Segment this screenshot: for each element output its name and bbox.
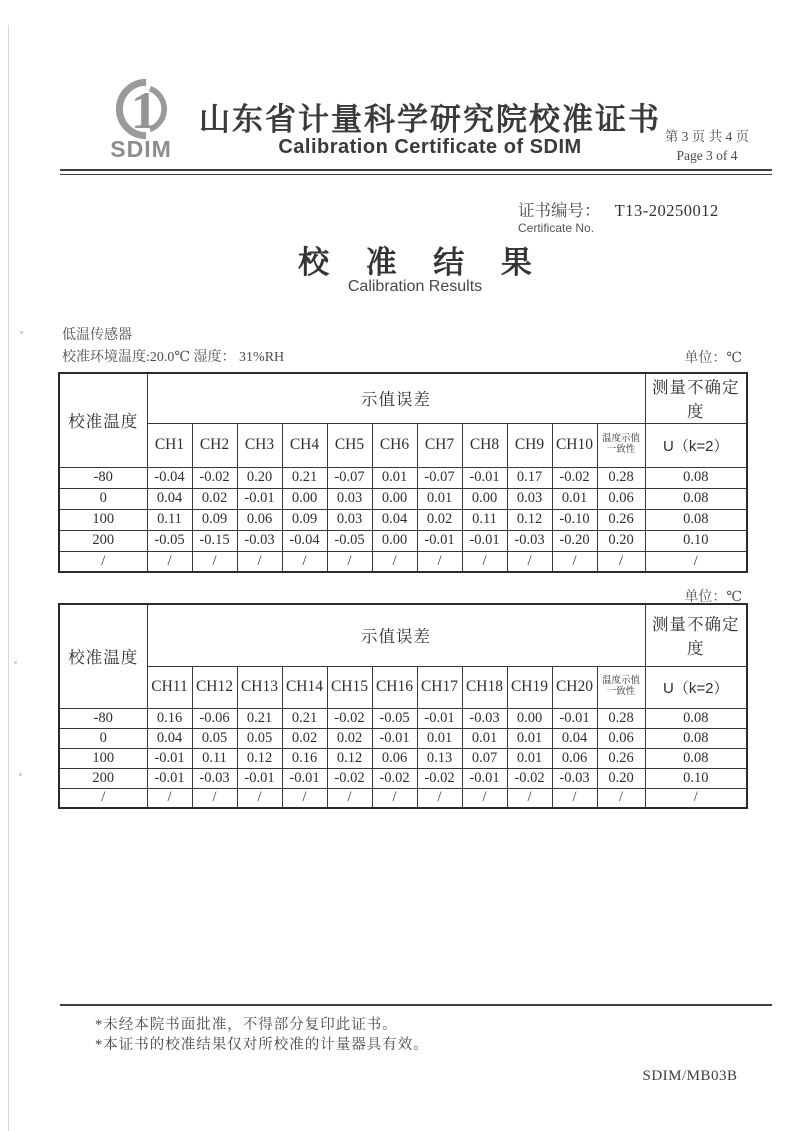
sdim-logo-text: SDIM bbox=[110, 136, 172, 162]
table-row bbox=[59, 788, 747, 808]
col-header-temperature-consistency: 温度示值一致性 bbox=[597, 423, 645, 467]
value-cell: / bbox=[237, 551, 282, 572]
value-cell: 0.28 bbox=[597, 708, 645, 728]
value-cell: 0.10 bbox=[645, 530, 747, 551]
value-cell: / bbox=[372, 551, 417, 572]
header-divider bbox=[60, 169, 772, 175]
value-cell: 0.02 bbox=[417, 509, 462, 530]
value-cell: / bbox=[327, 788, 372, 808]
col-header-channel: CH10 bbox=[552, 423, 597, 467]
table-row bbox=[59, 467, 747, 488]
value-cell: -0.01 bbox=[147, 768, 192, 788]
col-header-indication-error: 示值误差 bbox=[147, 604, 645, 666]
temperature-cell: 200 bbox=[59, 530, 147, 551]
environment-conditions: 校准环境温度:20.0℃ 湿度： 31%RH bbox=[62, 350, 285, 365]
value-cell: 0.00 bbox=[462, 488, 507, 509]
value-cell: / bbox=[417, 788, 462, 808]
temperature-cell: -80 bbox=[59, 467, 147, 488]
page-indicator-en: Page 3 of 4 bbox=[676, 148, 738, 163]
value-cell: -0.02 bbox=[327, 708, 372, 728]
certificate-title-zh: 山东省计量科学研究院校准证书 bbox=[199, 102, 661, 137]
value-cell: 0.16 bbox=[147, 708, 192, 728]
value-cell: 0.03 bbox=[327, 488, 372, 509]
value-cell: / bbox=[507, 551, 552, 572]
value-cell: -0.02 bbox=[372, 768, 417, 788]
value-cell: -0.20 bbox=[552, 530, 597, 551]
scan-speck bbox=[19, 773, 22, 776]
col-header-channel: CH9 bbox=[507, 423, 552, 467]
value-cell: 0.08 bbox=[645, 509, 747, 530]
value-cell: 0.06 bbox=[237, 509, 282, 530]
value-cell: -0.06 bbox=[192, 708, 237, 728]
temperature-cell: 200 bbox=[59, 768, 147, 788]
value-cell: 0.13 bbox=[417, 748, 462, 768]
col-header-u-k2: U（k=2） bbox=[645, 666, 747, 708]
value-cell: 0.01 bbox=[417, 488, 462, 509]
calibration-table-ch11-ch20 bbox=[58, 603, 748, 809]
footer-note-1: *未经本院书面批准，不得部分复印此证书。 bbox=[95, 1017, 398, 1033]
value-cell: 0.02 bbox=[192, 488, 237, 509]
col-header-channel: CH6 bbox=[372, 423, 417, 467]
value-cell: / bbox=[192, 551, 237, 572]
value-cell: 0.16 bbox=[282, 748, 327, 768]
table-row bbox=[59, 768, 747, 788]
value-cell: 0.21 bbox=[282, 467, 327, 488]
value-cell: / bbox=[462, 551, 507, 572]
value-cell: -0.03 bbox=[462, 708, 507, 728]
value-cell: 0.00 bbox=[507, 708, 552, 728]
table-row bbox=[59, 488, 747, 509]
value-cell: -0.01 bbox=[372, 728, 417, 748]
temperature-cell: 0 bbox=[59, 488, 147, 509]
col-header-channel: CH17 bbox=[417, 666, 462, 708]
scan-speck bbox=[14, 661, 17, 664]
value-cell: -0.01 bbox=[462, 530, 507, 551]
value-cell: 0.04 bbox=[552, 728, 597, 748]
value-cell: -0.01 bbox=[282, 768, 327, 788]
table-row bbox=[59, 551, 747, 572]
value-cell: -0.01 bbox=[147, 748, 192, 768]
col-header-channel: CH4 bbox=[282, 423, 327, 467]
page-indicator bbox=[632, 127, 782, 165]
table-header-row-1 bbox=[59, 373, 747, 423]
temperature-cell: -80 bbox=[59, 708, 147, 728]
col-header-channel: CH19 bbox=[507, 666, 552, 708]
col-header-channel: CH11 bbox=[147, 666, 192, 708]
col-header-channel: CH7 bbox=[417, 423, 462, 467]
value-cell: 0.02 bbox=[327, 728, 372, 748]
table-row bbox=[59, 509, 747, 530]
value-cell: -0.04 bbox=[282, 530, 327, 551]
value-cell: 0.01 bbox=[462, 728, 507, 748]
value-cell: 0.21 bbox=[237, 708, 282, 728]
section-title-zh: 校 准 结 果 bbox=[298, 245, 546, 280]
value-cell: -0.02 bbox=[507, 768, 552, 788]
value-cell: 0.09 bbox=[282, 509, 327, 530]
table-header-row-2 bbox=[59, 666, 747, 708]
value-cell: -0.05 bbox=[147, 530, 192, 551]
temperature-cell: / bbox=[59, 551, 147, 572]
value-cell: 0.06 bbox=[597, 488, 645, 509]
value-cell: / bbox=[645, 551, 747, 572]
value-cell: 0.11 bbox=[147, 509, 192, 530]
col-header-channel: CH18 bbox=[462, 666, 507, 708]
value-cell: -0.03 bbox=[507, 530, 552, 551]
col-header-channel: CH20 bbox=[552, 666, 597, 708]
value-cell: -0.05 bbox=[372, 708, 417, 728]
sdim-logo-icon bbox=[86, 76, 196, 142]
col-header-temperature-consistency: 温度示值一致性 bbox=[597, 666, 645, 708]
certificate-number-label-zh: 证书编号： bbox=[518, 201, 601, 220]
temperature-cell: / bbox=[59, 788, 147, 808]
table-row bbox=[59, 708, 747, 728]
value-cell: -0.01 bbox=[417, 708, 462, 728]
temperature-cell: 100 bbox=[59, 509, 147, 530]
value-cell: 0.05 bbox=[237, 728, 282, 748]
value-cell: -0.03 bbox=[237, 530, 282, 551]
value-cell: -0.15 bbox=[192, 530, 237, 551]
page-indicator-zh: 第 3 页 共 4 页 bbox=[664, 129, 750, 144]
value-cell: / bbox=[417, 551, 462, 572]
col-header-channel: CH5 bbox=[327, 423, 372, 467]
value-cell: -0.03 bbox=[192, 768, 237, 788]
value-cell: 0.02 bbox=[282, 728, 327, 748]
value-cell: / bbox=[147, 551, 192, 572]
value-cell: 0.04 bbox=[147, 728, 192, 748]
value-cell: 0.06 bbox=[552, 748, 597, 768]
col-header-u-k2: U（k=2） bbox=[645, 423, 747, 467]
value-cell: 0.05 bbox=[192, 728, 237, 748]
value-cell: 0.03 bbox=[327, 509, 372, 530]
value-cell: / bbox=[282, 788, 327, 808]
table-header-row-1 bbox=[59, 604, 747, 666]
certificate-title-en: Calibration Certificate of SDIM bbox=[278, 136, 582, 158]
temperature-cell: 100 bbox=[59, 748, 147, 768]
section-title-en: Calibration Results bbox=[347, 278, 483, 295]
table-row bbox=[59, 748, 747, 768]
value-cell: 0.06 bbox=[372, 748, 417, 768]
col-header-calibration-temperature: 校准温度 bbox=[59, 373, 147, 467]
value-cell: -0.01 bbox=[237, 768, 282, 788]
value-cell: 0.07 bbox=[462, 748, 507, 768]
value-cell: 0.00 bbox=[372, 530, 417, 551]
col-header-channel: CH1 bbox=[147, 423, 192, 467]
device-name: 低温传感器 bbox=[62, 328, 132, 343]
value-cell: / bbox=[462, 788, 507, 808]
value-cell: 0.01 bbox=[507, 728, 552, 748]
temperature-cell: 0 bbox=[59, 728, 147, 748]
sdim-logo bbox=[86, 76, 196, 163]
value-cell: 0.08 bbox=[645, 708, 747, 728]
col-header-channel: CH8 bbox=[462, 423, 507, 467]
value-cell: 0.06 bbox=[597, 728, 645, 748]
value-cell: 0.17 bbox=[507, 467, 552, 488]
value-cell: / bbox=[645, 788, 747, 808]
value-cell: -0.07 bbox=[327, 467, 372, 488]
table-row bbox=[59, 728, 747, 748]
value-cell: 0.01 bbox=[372, 467, 417, 488]
unit-label-table2: 单位：℃ bbox=[684, 590, 742, 605]
value-cell: / bbox=[282, 551, 327, 572]
value-cell: / bbox=[147, 788, 192, 808]
value-cell: 0.01 bbox=[507, 748, 552, 768]
value-cell: 0.10 bbox=[645, 768, 747, 788]
footer-note-2: *本证书的校准结果仅对所校准的计量器具有效。 bbox=[95, 1037, 429, 1053]
value-cell: / bbox=[552, 788, 597, 808]
value-cell: / bbox=[597, 788, 645, 808]
value-cell: / bbox=[327, 551, 372, 572]
value-cell: 0.08 bbox=[645, 748, 747, 768]
value-cell: 0.08 bbox=[645, 488, 747, 509]
value-cell: -0.02 bbox=[327, 768, 372, 788]
value-cell: -0.01 bbox=[552, 708, 597, 728]
value-cell: 0.12 bbox=[237, 748, 282, 768]
value-cell: 0.08 bbox=[645, 467, 747, 488]
value-cell: 0.20 bbox=[237, 467, 282, 488]
certificate-number-value: T13-20250012 bbox=[614, 201, 719, 220]
unit-label-table1: 单位：℃ bbox=[684, 351, 742, 366]
value-cell: -0.07 bbox=[417, 467, 462, 488]
value-cell: -0.02 bbox=[417, 768, 462, 788]
value-cell: 0.01 bbox=[417, 728, 462, 748]
scan-speck bbox=[20, 331, 23, 334]
value-cell: -0.01 bbox=[237, 488, 282, 509]
value-cell: 0.09 bbox=[192, 509, 237, 530]
value-cell: -0.02 bbox=[192, 467, 237, 488]
document-code: SDIM/MB03B bbox=[642, 1068, 738, 1084]
certificate-number-line bbox=[518, 197, 719, 221]
col-header-channel: CH16 bbox=[372, 666, 417, 708]
value-cell: -0.05 bbox=[327, 530, 372, 551]
value-cell: / bbox=[507, 788, 552, 808]
value-cell: / bbox=[552, 551, 597, 572]
value-cell: -0.02 bbox=[552, 467, 597, 488]
value-cell: / bbox=[192, 788, 237, 808]
value-cell: -0.10 bbox=[552, 509, 597, 530]
col-header-measurement-uncertainty: 测量不确定度 bbox=[645, 373, 747, 423]
scan-edge-line bbox=[8, 25, 9, 1131]
table-header-row-2 bbox=[59, 423, 747, 467]
value-cell: -0.01 bbox=[417, 530, 462, 551]
value-cell: 0.21 bbox=[282, 708, 327, 728]
col-header-channel: CH2 bbox=[192, 423, 237, 467]
col-header-channel: CH12 bbox=[192, 666, 237, 708]
value-cell: 0.08 bbox=[645, 728, 747, 748]
value-cell: 0.04 bbox=[147, 488, 192, 509]
value-cell: 0.12 bbox=[507, 509, 552, 530]
value-cell: 0.01 bbox=[552, 488, 597, 509]
value-cell: 0.11 bbox=[192, 748, 237, 768]
footer-divider bbox=[60, 1004, 772, 1006]
value-cell: 0.04 bbox=[372, 509, 417, 530]
value-cell: 0.00 bbox=[282, 488, 327, 509]
value-cell: 0.00 bbox=[372, 488, 417, 509]
table-row bbox=[59, 530, 747, 551]
value-cell: / bbox=[372, 788, 417, 808]
col-header-channel: CH3 bbox=[237, 423, 282, 467]
col-header-measurement-uncertainty: 测量不确定度 bbox=[645, 604, 747, 666]
value-cell: / bbox=[597, 551, 645, 572]
value-cell: 0.28 bbox=[597, 467, 645, 488]
value-cell: 0.20 bbox=[597, 530, 645, 551]
value-cell: 0.26 bbox=[597, 509, 645, 530]
value-cell: -0.01 bbox=[462, 467, 507, 488]
value-cell: -0.03 bbox=[552, 768, 597, 788]
calibration-table-ch1-ch10 bbox=[58, 372, 748, 573]
value-cell: 0.12 bbox=[327, 748, 372, 768]
value-cell: 0.20 bbox=[597, 768, 645, 788]
col-header-indication-error: 示值误差 bbox=[147, 373, 645, 423]
value-cell: 0.11 bbox=[462, 509, 507, 530]
svg-text:1: 1 bbox=[130, 81, 158, 141]
value-cell: 0.26 bbox=[597, 748, 645, 768]
value-cell: -0.01 bbox=[462, 768, 507, 788]
value-cell: -0.04 bbox=[147, 467, 192, 488]
col-header-channel: CH15 bbox=[327, 666, 372, 708]
value-cell: 0.03 bbox=[507, 488, 552, 509]
certificate-number-label-en: Certificate No. bbox=[518, 221, 595, 235]
value-cell: / bbox=[237, 788, 282, 808]
col-header-channel: CH13 bbox=[237, 666, 282, 708]
col-header-calibration-temperature: 校准温度 bbox=[59, 604, 147, 708]
col-header-channel: CH14 bbox=[282, 666, 327, 708]
